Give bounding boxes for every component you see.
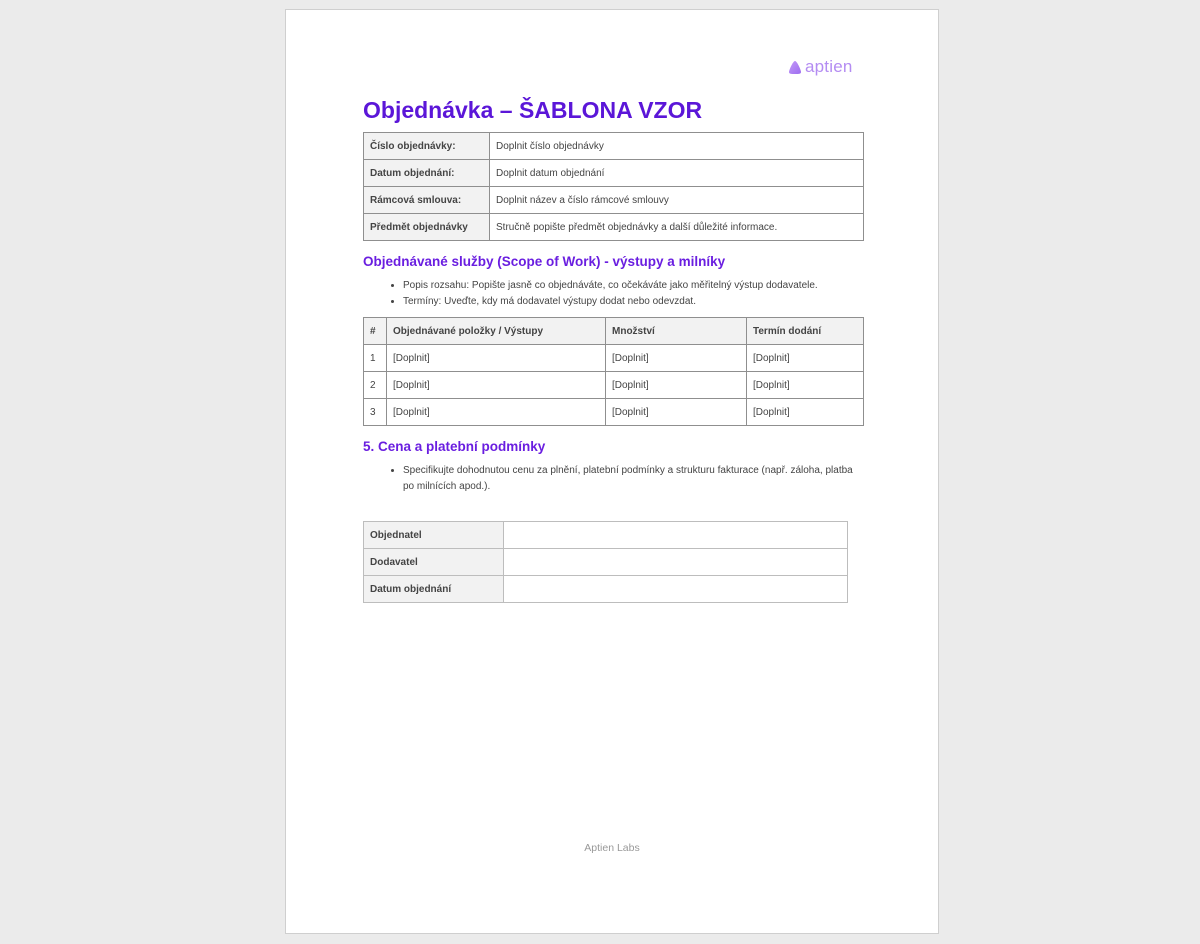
- table-cell: [Doplnit]: [606, 399, 747, 426]
- table-row: [364, 372, 864, 399]
- order-number-label: Číslo objednávky:: [364, 133, 490, 160]
- table-row: [364, 345, 864, 372]
- table-row: [364, 549, 848, 576]
- table-cell: [Doplnit]: [387, 372, 606, 399]
- table-row: [364, 214, 864, 241]
- column-header-delivery-date: Termín dodání: [747, 318, 864, 345]
- table-cell: [Doplnit]: [387, 345, 606, 372]
- document-title: Objednávka – ŠABLONA VZOR: [363, 97, 703, 123]
- scope-heading: Objednávané služby (Scope of Work) - výstupy a milníky: [363, 254, 726, 269]
- supplier-label: Dodavatel: [364, 549, 504, 576]
- table-row: [364, 399, 864, 426]
- table-cell: [Doplnit]: [747, 345, 864, 372]
- column-header-items: Objednávané položky / Výstupy: [387, 318, 606, 345]
- supplier-value: [504, 549, 848, 576]
- table-cell: 1: [364, 345, 387, 372]
- orderer-label: Objednatel: [364, 522, 504, 549]
- table-cell: 2: [364, 372, 387, 399]
- list-item: • Popis rozsahu: Popište jasně co objednáváte, co očekáváte jako měřitelný výstup dodavatele.: [403, 278, 863, 294]
- order-info-table: [363, 132, 864, 241]
- orderer-value: [504, 522, 848, 549]
- logo-text: aptien: [805, 57, 853, 76]
- scope-bullet-list: [363, 278, 863, 310]
- document-page: [285, 9, 939, 934]
- table-row: [364, 187, 864, 214]
- aptien-logo-icon: [788, 60, 802, 75]
- order-date-label: Datum objednání:: [364, 160, 490, 187]
- framework-contract-label: Rámcová smlouva:: [364, 187, 490, 214]
- column-header-quantity: Množství: [606, 318, 747, 345]
- column-header-number: #: [364, 318, 387, 345]
- page-footer: Aptien Labs: [584, 842, 640, 854]
- signature-date-value: [504, 576, 848, 603]
- signature-date-label: Datum objednání: [364, 576, 504, 603]
- order-subject-label: Předmět objednávky: [364, 214, 490, 241]
- table-cell: [Doplnit]: [747, 399, 864, 426]
- table-row: [364, 522, 848, 549]
- scope-table: [363, 317, 864, 426]
- signature-table: [363, 521, 848, 603]
- table-row: [364, 160, 864, 187]
- price-heading: 5. Cena a platební podmínky: [363, 439, 546, 454]
- document-content: [363, 96, 863, 603]
- table-cell: [Doplnit]: [747, 372, 864, 399]
- table-row: [364, 576, 848, 603]
- list-item: • Termíny: Uveďte, kdy má dodavatel výstupy dodat nebo odevzdat.: [403, 294, 863, 310]
- table-cell: 3: [364, 399, 387, 426]
- aptien-logo: [788, 57, 853, 77]
- table-row: [364, 133, 864, 160]
- order-date-value: Doplnit datum objednání: [490, 160, 864, 187]
- price-bullet-list: [363, 463, 858, 495]
- order-subject-value: Stručně popište předmět objednávky a další důležité informace.: [490, 214, 864, 241]
- list-item: • Specifikujte dohodnutou cenu za plnění, platební podmínky a strukturu fakturace (např. záloha, platba po milnících apod.).: [403, 463, 858, 495]
- order-number-value: Doplnit číslo objednávky: [490, 133, 864, 160]
- table-header-row: [364, 318, 864, 345]
- framework-contract-value: Doplnit název a číslo rámcové smlouvy: [490, 187, 864, 214]
- table-cell: [Doplnit]: [606, 372, 747, 399]
- table-cell: [Doplnit]: [387, 399, 606, 426]
- table-cell: [Doplnit]: [606, 345, 747, 372]
